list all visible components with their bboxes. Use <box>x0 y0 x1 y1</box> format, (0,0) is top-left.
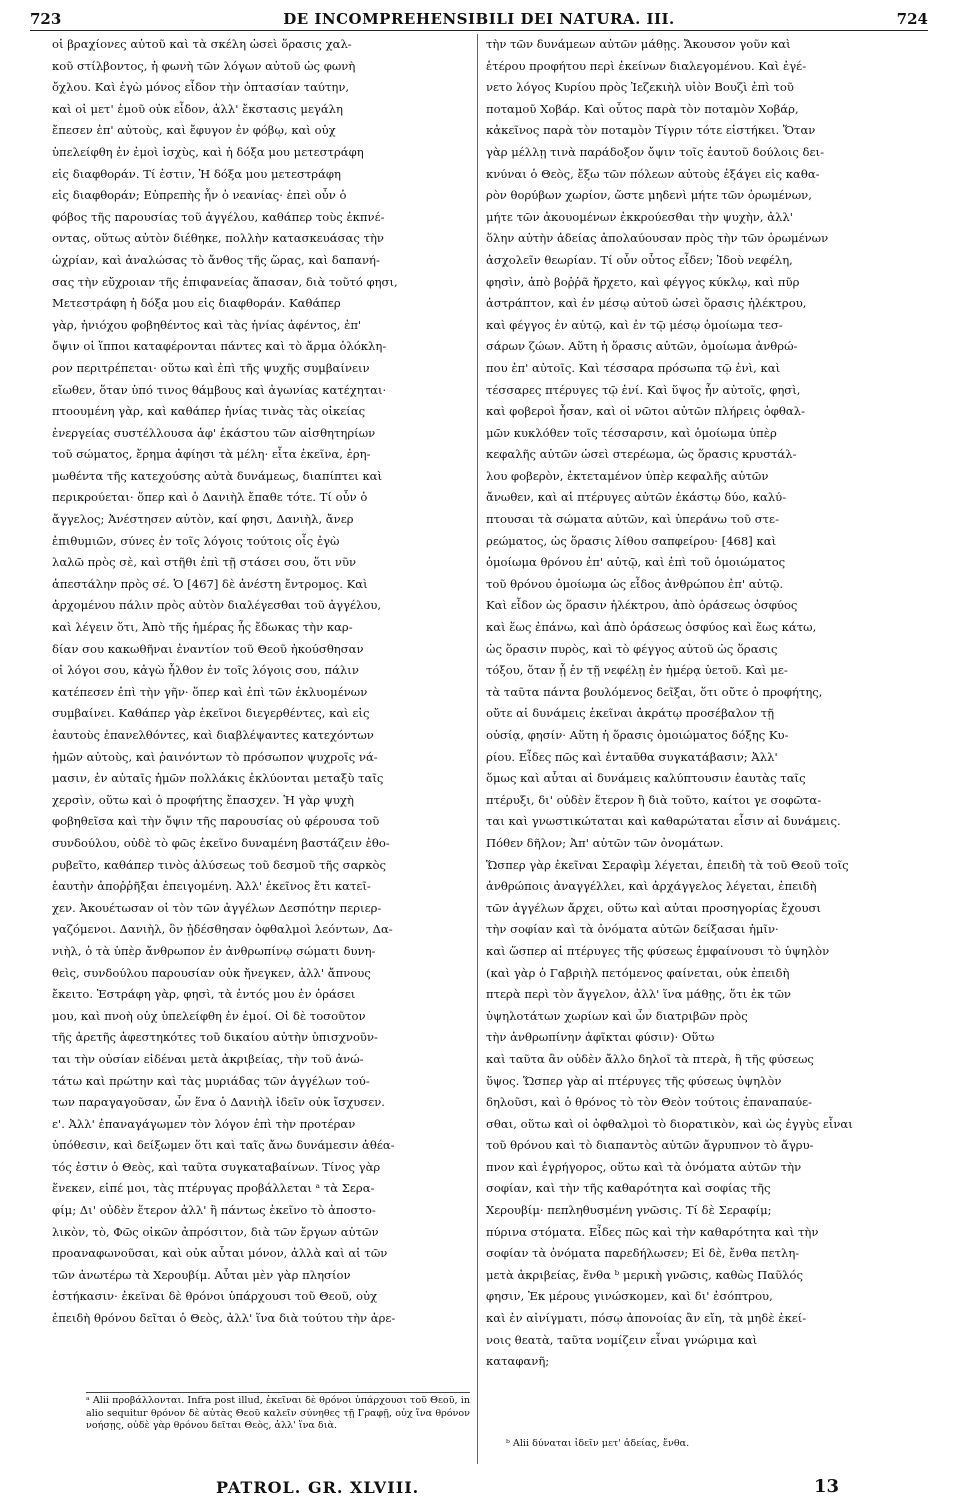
text-line: σας τὴν εὔχροιαν τῆς ἐπιφανείας ἅπασαν, διὰ τοῦτό φησι, <box>52 274 398 289</box>
text-line: καὶ ταῦτα ἂν οὐδὲν ἄλλο δηλοῖ τὰ πτερὰ, ἢ τῆς φύσεως <box>486 1051 814 1066</box>
signature-mark: PATROL. GR. XLVIII. <box>216 1478 420 1497</box>
text-line: ὁμοίωμα θρόνου ἐπ' αὐτῷ, καὶ ἐπὶ τοῦ ὁμοιώματος <box>486 555 786 570</box>
text-line: ἐνεργείας συστέλλουσα ἀφ' ἑκάστου τῶν αἰσθητηρίων <box>52 425 376 440</box>
text-line: ται τὴν οὐσίαν εἰδέναι μετὰ ἀκριβείας, τὴν τοῦ ἀνώ- <box>52 1051 364 1066</box>
left-column <box>52 34 472 1454</box>
text-line: τὰ ταῦτα πάντα βουλόμενος δεῖξαι, ὅτι οὔτε ὁ προφήτης, <box>486 684 823 699</box>
text-line: κεφαλῆς αὐτῶν ὡσεὶ στερέωμα, ὡς ὅρασις κρυστάλ- <box>486 447 797 462</box>
text-line: τὴν σοφίαν καὶ τὰ ὀνόματα αὐτῶν δείξασαι ἡμῖν· <box>486 922 779 937</box>
text-line: Μετεστράφη ἡ δόξα μου εἰς διαφθοράν. Καθάπερ <box>52 296 341 311</box>
text-line: φησὶν, ἀπὸ βοῤῥᾶ ἤρχετο, καὶ φέγγος κύκλῳ, καὶ πῦρ <box>486 274 800 289</box>
text-line: ἐπειδὴ θρόνου δεῖται ὁ Θεὸς, ἀλλ' ἵνα διὰ τούτου τὴν ἀρε- <box>52 1311 396 1326</box>
text-line: γαζόμενοι. Δανιὴλ, ὃν ᾐδέσθησαν ὀφθαλμοὶ λεόντων, Δα- <box>52 922 393 937</box>
page-number-left: 723 <box>30 10 62 28</box>
text-line: που ἐπ' αὐτοῖς. Καὶ τέσσαρα πρόσωπα τῷ ἑνὶ, καὶ <box>486 360 781 375</box>
text-line: τοῦ θρόνου καὶ τὸ διαπαντὸς αὐτῶν ἄγρυπνον τὸ ἄγρυ- <box>486 1138 814 1153</box>
text-line: μωθέντα τῆς κατεχούσης αὐτὰ δυνάμεως, διαπίπτει καὶ <box>52 468 383 483</box>
text-line: καὶ φέγγος ἐν αὐτῷ, καὶ ἐν τῷ μέσῳ ὁμοίωμα τεσ- <box>486 317 783 332</box>
text-line: γὰρ, ἡνιόχου φοβηθέντος καὶ τὰς ἡνίας ἀφέντος, ἐπ' <box>52 317 362 332</box>
text-line: πτοουμένη γὰρ, καὶ καθάπερ ἡνίας τινὰς τὰς οἰκείας <box>52 404 366 419</box>
text-line: οἱ λόγοι σου, κἀγὼ ἦλθον ἐν τοῖς λόγοις σου, πάλιν <box>52 663 359 678</box>
text-line: ἡμῶν αὐτοὺς, καὶ ῥαινόντων τὸ πρόσωπον ψυχροῖς νά- <box>52 749 378 764</box>
text-line: ὑπελείφθη ἐν ἐμοὶ ἰσχὺς, καὶ ἡ δόξα μου μετεστράφη <box>52 144 364 159</box>
text-line: ποταμοῦ Χοβάρ. Καὶ οὗτος παρὰ τὸν ποταμὸν Χοβάρ, <box>486 101 799 116</box>
text-line: ρίου. Εἶδες πῶς καὶ ἐνταῦθα συγκατάβασιν; Ἀλλ' <box>486 749 778 764</box>
text-line: λου φοβερὸν, ἐκτεταμένον ὑπὲρ κεφαλῆς αὐτῶν <box>486 468 769 483</box>
text-line: καὶ λέγειν ὅτι, Ἀπὸ τῆς ἡμέρας ἧς ἔδωκας τὴν καρ- <box>52 620 353 635</box>
text-line: εἰς διαφθοράν. Τί ἐστιν, Ἡ δόξα μου μετεστράφη <box>52 166 342 181</box>
text-line: πτερὰ περὶ τὸν ἄγγελον, ἀλλ' ἵνα μάθῃς, ὅτι ἐκ τῶν <box>486 987 791 1002</box>
right-column <box>486 34 931 1454</box>
text-line: ὡς ὅρασιν πυρὸς, καὶ τὸ φέγγος αὐτοῦ ὡς ὅρασις <box>486 641 778 656</box>
text-line: τός ἐστιν ὁ Θεὸς, καὶ ταῦτα συγκαταβαίνων. Τίνος γὰρ <box>52 1159 381 1174</box>
text-line: ται καὶ γνωστικώταται καὶ καθαρώταται εἶσιν αἱ δυνάμεις. <box>486 814 841 829</box>
running-header <box>30 8 928 31</box>
text-line: ἑαυτὴν ἀποῤῥῆξαι ἐπειγομένη. Ἀλλ' ἐκεῖνος ἔτι κατεῖ- <box>52 879 371 894</box>
text-line: Πόθεν δῆλον; Ἀπ' αὐτῶν τῶν ὀνομάτων. <box>486 835 724 850</box>
text-line: φοβηθεῖσα καὶ τὴν ὄψιν τῆς παρουσίας οὐ φέρουσα τοῦ <box>52 814 380 829</box>
text-line: μῶν κυκλόθεν τοῖς τέσσαρσιν, καὶ ὁμοίωμα ὑπὲρ <box>486 425 777 440</box>
text-line: ὄχλου. Καὶ ἐγὼ μόνος εἶδον τὴν ὀπτασίαν ταύτην, <box>52 80 350 95</box>
footnote-right: ᵇ Alii δύναται ἰδεῖν μετ' ἀδείας, ἔνθα. <box>506 1438 690 1449</box>
text-line: περικρούεται· ὅπερ καὶ ὁ Δανιὴλ ἔπαθε τότε. Τί οὖν ὁ <box>52 490 368 505</box>
text-line: σοφίαν, καὶ τὴν τῆς καθαρότητα καὶ σοφίας τῆς <box>486 1181 771 1196</box>
text-line: φίμ; Δι' οὐδὲν ἕτερον ἀλλ' ἢ πάντως ἐκεῖνο τὸ ἀποστο- <box>52 1203 376 1218</box>
text-line: κἀκεῖνος παρὰ τὸν ποταμὸν Τίγριν τότε εἱστήκει. Ὅταν <box>486 123 816 138</box>
text-line: τάτω καὶ πρώτην καὶ τὰς μυριάδας τῶν ἀγγέλων τού- <box>52 1073 370 1088</box>
text-line: ἀνθρώποις ἀναγγέλλει, καὶ ἀρχάγγελος λέγεται, ἐπειδὴ <box>486 879 817 894</box>
text-line: ρυβεῖτο, καθάπερ τινὸς ἁλύσεως τοῦ δεσμοῦ τῆς σαρκὸς <box>52 857 386 872</box>
text-line: ε'. Ἀλλ' ἐπαναγάγωμεν τὸν λόγον ἐπὶ τὴν προτέραν <box>52 1116 356 1131</box>
text-line: ὅμως καὶ αὗται αἱ δυνάμεις καλύπτουσιν ἑαυτὰς ταῖς <box>486 771 806 786</box>
text-line: τέσσαρες πτέρυγες τῷ ἑνί. Καὶ ὕψος ἦν αὐτοῖς, φησὶ, <box>486 382 801 397</box>
text-line: τὴν τῶν δυνάμεων αὐτῶν μάθῃς. Ἄκουσον γοῦν καὶ <box>486 37 791 51</box>
text-line: των παραγαγοῦσαν, ὧν ἕνα ὁ Δανιὴλ ἰδεῖν οὐκ ἴσχυσεν. <box>52 1095 385 1110</box>
text-line: νετο λόγος Κυρίου πρὸς Ἰεζεκιὴλ υἱὸν Βουζὶ ἐπὶ τοῦ <box>486 80 794 95</box>
text-line: χερσὶν, οὕτω καὶ ὁ προφήτης ἔπασχεν. Ἡ γὰρ ψυχὴ <box>52 792 354 807</box>
text-line: (καὶ γὰρ ὁ Γαβριὴλ πετόμενος φαίνεται, οὐκ ἐπειδὴ <box>486 965 790 980</box>
text-line: ρὸν θορύβων χωρίον, ὥστε μηδενὶ μήτε τῶν ὁρωμένων, <box>486 188 812 203</box>
text-line: ἔπεσεν ἐπ' αὐτοὺς, καὶ ἔφυγον ἐν φόβῳ, καὶ οὐχ <box>52 123 336 138</box>
text-line: λαλῶ πρὸς σὲ, καὶ στῆθι ἐπὶ τῇ στάσει σου, ὅτι νῦν <box>52 555 357 570</box>
text-line: σάρων ζώων. Αὕτη ἡ ὅρασις αὐτῶν, ὁμοίωμα ἀνθρώ- <box>486 339 798 354</box>
text-line: ἐπιθυμιῶν, σύνες ἐν τοῖς λόγοις τούτοις οἷς ἐγὼ <box>52 533 340 548</box>
sheet-number: 13 <box>814 1476 840 1497</box>
text-line: τῶν ἀνωτέρω τὰ Χερουβίμ. Αὗται μὲν γὰρ πλησίον <box>52 1267 351 1282</box>
text-line: πύρινα στόματα. Εἶδες πῶς καὶ τὴν καθαρότητα καὶ τὴν <box>486 1224 819 1239</box>
text-line: Ὥσπερ γὰρ ἐκεῖναι Σεραφὶμ λέγεται, ἐπειδὴ τὰ τοῦ Θεοῦ τοῖς <box>486 857 849 872</box>
text-line: ἄγγελος; Ἀνέστησεν αὐτὸν, καί φησι, Δανιὴλ, ἄνερ <box>52 512 354 527</box>
text-line: νοις θεατὰ, ταῦτα νομίζειν εἶναι γνώριμα καὶ <box>486 1332 758 1347</box>
text-line: οὔτε αἱ δυνάμεις ἐκεῖναι ἀκράτῳ προσέβαλον τῇ <box>486 706 775 721</box>
text-line: φησιν, Ἐκ μέρους γινώσκομεν, καὶ δι' ἐσόπτρου, <box>486 1289 773 1304</box>
text-line: γὰρ μέλλῃ τινὰ παράδοξον ὄψιν τοῖς ἑαυτοῦ δούλοις δει- <box>486 144 825 159</box>
text-line: πτέρυξι, δι' οὐδὲν ἕτερον ἢ διὰ τοῦτο, καίτοι γε σοφῶτα- <box>486 792 822 807</box>
text-line: οἱ βραχίονες αὐτοῦ καὶ τὰ σκέλη ὡσεὶ ὅρασις χαλ- <box>52 37 352 51</box>
text-line: φόβος τῆς παρουσίας τοῦ ἀγγέλου, καθάπερ τοὺς ἐκπνέ- <box>52 209 385 224</box>
text-line: εἴωθεν, ὅταν ὑπό τινος θάμβους καὶ ἀγωνίας κατέχηται· <box>52 382 387 397</box>
text-line: τὴν ἀνθρωπίνην ἀφῖκται φύσιν)· Οὕτω <box>486 1030 715 1045</box>
text-line: εἰς διαφθοράν; Εὐπρεπὴς ἦν ὁ νεανίας· ἐπεὶ οὖν ὁ <box>52 188 347 203</box>
text-line: κατέπεσεν ἐπὶ τὴν γῆν· ὅπερ καὶ ἐπὶ τῶν ἐκλυομένων <box>52 684 368 699</box>
text-line: καταφανῆ; <box>486 1354 550 1369</box>
running-title: DE INCOMPREHENSIBILI DEI NATURA. III. <box>283 10 675 28</box>
text-line: Καὶ εἶδον ὡς ὅρασιν ἠλέκτρου, ἀπὸ ὁράσεως ὀσφύος <box>486 598 798 613</box>
text-line: κνύναι ὁ Θεὸς, ἔξω τῶν πόλεων αὐτοὺς ἐξάγει εἰς καθα- <box>486 166 820 181</box>
text-line: ὑπόθεσιν, καὶ δείξωμεν ὅτι καὶ ταῖς ἄνω δυνάμεσιν ἀθέα- <box>52 1138 395 1153</box>
text-line: χεν. Ἀκουέτωσαν οἱ τὸν τῶν ἀγγέλων Δεσπότην περιερ- <box>52 900 382 915</box>
text-line: τῆς ἀρετῆς ἀφεστηκότες τοῦ δικαίου αὐτὴν ὑπισχνοῦν- <box>52 1030 378 1045</box>
text-line: νιὴλ, ὁ τὰ ὑπὲρ ἄνθρωπον ἐν ἀνθρωπίνῳ σώματι δυνη- <box>52 943 376 958</box>
text-line: ἕνεκεν, εἰπέ μοι, τὰς πτέρυγας προβάλλεται ᵃ τὰ Σερα- <box>52 1181 375 1196</box>
text-line: ἑτέρου προφήτου περὶ ἐκείνων διαλεγομένου. Καὶ ἐγέ- <box>486 58 807 73</box>
text-line: οὐσίᾳ, φησίν· Αὕτη ἡ ὅρασις ὁμοιώματος δόξης Κυ- <box>486 728 789 742</box>
footnote-left: ᵃ Alii προβάλλονται. Infra post illud, ἐκεῖναι δὲ θρόνοι ὑπάρχουσι τοῦ Θεοῦ, in alio sequitur θρόνον δὲ αὐτὰς Θεοῦ καλεῖν σύνηθες τῇ Γραφῇ, οὐχ ἵνα θρόνον νοήσῃς, οὐδὲ γὰρ θρόνου δεῖται Θεὸς, ἀλλ' ἵνα διὰ. <box>86 1392 470 1433</box>
text-line: μου, καὶ πνοὴ οὐχ ὑπελείφθη ἐν ἐμοί. Οἱ δὲ τοσοῦτον <box>52 1008 366 1023</box>
text-line: ἑαυτοὺς ἐπανελθόντες, καὶ διαβλέψαντες κατεχόντων <box>52 728 374 742</box>
text-line: ἑστήκασιν· ἐκεῖναι δὲ θρόνοι ὑπάρχουσι τοῦ Θεοῦ, οὐχ <box>52 1289 378 1304</box>
text-line: ὠχρίαν, καὶ ἀναλώσας τὸ ἄνθος τῆς ὥρας, καὶ δαπανή- <box>52 252 380 267</box>
text-line: τοῦ θρόνου ὁμοίωμα ὡς εἶδος ἀνθρώπου ἐπ' αὐτῷ. <box>486 576 784 591</box>
text-line: τῶν ἀγγέλων ἄρχει, οὕτω καὶ αὐται προσηγορίας ἔχουσι <box>486 900 821 915</box>
text-line: ὑψηλοτάτων χωρίων καὶ ὧν διατριβῶν πρὸς <box>486 1008 748 1023</box>
text-line: ὕψος. Ὥσπερ γὰρ αἱ πτέρυγες τῆς φύσεως ὑψηλὸν <box>486 1073 782 1088</box>
text-line: καὶ οἱ μετ' ἐμοῦ οὐκ εἶδον, ἀλλ' ἔκστασις μεγάλη <box>52 101 343 116</box>
text-line: κοῦ στίλβοντος, ἡ φωνὴ τῶν λόγων αὐτοῦ ὡς φωνὴ <box>52 58 356 73</box>
text-line: ρον περιτρέπεται· οὕτω καὶ ἐπὶ τῆς ψυχῆς συμβαίνειν <box>52 360 370 375</box>
text-line: ἀπεστάλην πρὸς σέ. Ὁ [467] δὲ ἀνέστη ἔντρομος. Καὶ <box>52 576 368 591</box>
text-line: ἄνωθεν, καὶ αἱ πτέρυγες αὐτῶν ἑκάστῳ δύο, καλύ- <box>486 490 787 505</box>
text-line: μετὰ ἀκριβείας, ἔνθα ᵇ μερικὴ γνῶσις, καθὼς Παῦλός <box>486 1267 803 1282</box>
text-line: τοῦ σώματος, ἔρημα ἀφίησι τὰ μέλη· εἶτα ἐκεῖνα, ἐρη- <box>52 447 371 462</box>
text-line: καὶ ὥσπερ αἱ πτέρυγες τῆς φύσεως ἐμφαίνουσι τὸ ὑψηλὸν <box>486 943 830 958</box>
text-line: συνδούλου, οὐδὲ τὸ φῶς ἐκεῖνο δυναμένη βαστάζειν ἐθο- <box>52 835 390 850</box>
text-line: ἀσχολεῖν θεωρίαν. Τί οὖν οὗτος εἶδεν; Ἰδοὺ νεφέλη, <box>486 252 793 267</box>
text-line: ἀστράπτον, καὶ ἐν μέσῳ αὐτοῦ ὡσεὶ ὅρασις ἠλέκτρου, <box>486 296 807 311</box>
text-line: καὶ φοβεροὶ ἦσαν, καὶ οἱ νῶτοι αὐτῶν πλήρεις ὀφθαλ- <box>486 404 806 419</box>
text-line: σοφίαν τὰ ὀνόματα παρεδήλωσεν; Εἰ δὲ, ἔνθα πετλη- <box>486 1246 800 1261</box>
text-line: δηλοῦσι, καὶ ὁ θρόνος τὸ τὸν Θεὸν τούτοις ἐπαναπαύε- <box>486 1095 813 1110</box>
text-line: καὶ ἕως ἐπάνω, καὶ ἀπὸ ὁράσεως ὀσφύος καὶ ἕως κάτω, <box>486 620 817 635</box>
text-line: οντας, οὕτως αὐτὸν διέθηκε, πολλὴν κατασκευάσας τὴν <box>52 231 384 246</box>
text-line: ἀρχομένου πάλιν πρὸς αὐτὸν διαλέγεσθαι τοῦ ἀγγέλου, <box>52 598 382 613</box>
column-divider <box>477 34 478 1464</box>
text-line: ὅλην αὐτὴν ἀδείας ἀπολαύουσαν πρὸς τὴν τῶν ὁρωμένων <box>486 231 829 246</box>
text-line: ὄψιν οἱ ἵπποι καταφέρονται πάντες καὶ τὸ ἅρμα ὁλόκλη- <box>52 339 387 354</box>
text-line: συμβαίνει. Καθάπερ γὰρ ἐκεῖνοι διεγερθέντες, καὶ εἰς <box>52 706 370 721</box>
text-line: μασιν, ἐν αὐταῖς ἡμῶν πολλάκις ἐκλύονται μεταξὺ ταῖς <box>52 771 384 786</box>
text-line: προαναφωνοῦσαι, καὶ οὐκ αὗται μόνον, ἀλλὰ καὶ αἱ τῶν <box>52 1246 388 1261</box>
text-line: μήτε τῶν ἀκουομένων ἐκκρούεσθαι τὴν ψυχὴν, ἀλλ' <box>486 209 793 224</box>
text-line: ρεώματος, ὡς ὅρασις λίθου σαπφείρου· [468] καὶ <box>486 533 777 548</box>
text-line: Χερουβίμ· πεπληθυσμένη γνῶσις. Τί δὲ Σεραφίμ; <box>486 1203 772 1218</box>
text-line: σθαι, οὕτω καὶ οἱ ὀφθαλμοὶ τὸ διορατικὸν, καὶ ὡς ἐγγὺς εἶναι <box>486 1116 853 1131</box>
page-number-right: 724 <box>896 10 928 28</box>
text-line: καὶ ἐν αἰνίγματι, πόσῳ ἀπονοίας ἂν εἴη, τὰ μηδὲ ἐκεί- <box>486 1311 807 1326</box>
text-line: δίαν σου κακωθῆναι ἐναντίον τοῦ Θεοῦ ἠκούσθησαν <box>52 641 364 656</box>
text-line: ἔκειτο. Ἐστράφη γὰρ, φησὶ, τὰ ἐντός μου ἐν ὁράσει <box>52 987 356 1002</box>
text-line: πνον καὶ ἐγρήγορος, οὕτω καὶ τὰ ὀνόματα αὐτῶν τὴν <box>486 1159 802 1174</box>
text-line: θεὶς, συνδούλου παρουσίαν οὐκ ἤνεγκεν, ἀλλ' ἄπνους <box>52 965 371 980</box>
text-line: τόξου, ὅταν ᾖ ἐν τῇ νεφέλῃ ἐν ἡμέρᾳ ὑετοῦ. Καὶ με- <box>486 663 788 678</box>
text-line: λικὸν, τὸ, Φῶς οἰκῶν ἀπρόσιτον, διὰ τῶν ἔργων αὐτῶν <box>52 1224 379 1239</box>
text-line: πτουσαι τὰ σώματα αὐτῶν, καὶ ὑπεράνω τοῦ στε- <box>486 512 779 527</box>
